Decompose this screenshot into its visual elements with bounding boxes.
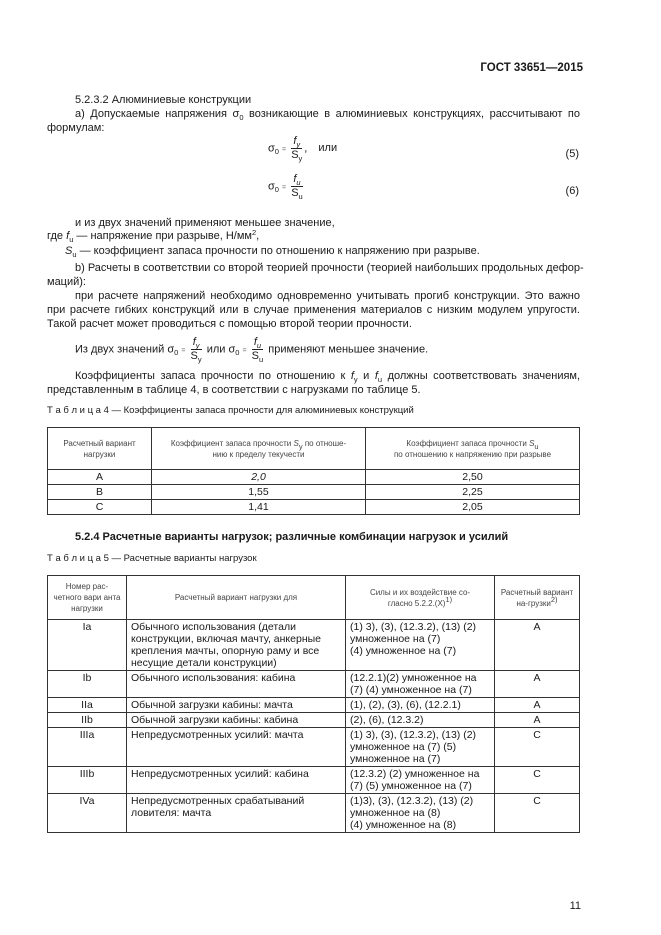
paragraph-a-line2: формулам: — [47, 122, 105, 134]
table5-cell-n: IIb — [48, 713, 127, 728]
table5-cell-d: Обычного использования (детали конструкции, включая мачту, анкерные крепления мачты, опорную раму и все несущие детали конструкции) — [127, 620, 346, 671]
table5-cell-f: (1) 3), (3), (12.3.2), (13) (2) умноженное на (7) (5) умноженное на (7) — [346, 728, 495, 767]
table-row: C 1,41 2,05 — [48, 500, 580, 515]
table-row — [48, 620, 580, 671]
text-line-su: $S_u$ — коэффициент запаса прочности по отношению к напряжению при разрыве. — [65, 245, 480, 259]
text-line: Такой расчет может проводиться с помощью второй теории прочности. — [47, 318, 412, 330]
table-row — [48, 794, 580, 833]
table5-cell-d: Непредусмотренных усилий: мачта — [127, 728, 346, 767]
table5-cell-f: (1) 3), (3), (12.3.2), (13) (2) умноженное на (7) (4) умноженное на (7) — [346, 620, 495, 671]
table5-cell-f: (1), (2), (3), (6), (12.2.1) — [346, 698, 495, 713]
table5-caption: Т а б л и ц а 5 — Расчетные варианты нагрузок — [47, 553, 257, 564]
table5-cell-f: (1)3), (3), (12.3.2), (13) (2) умноженное на (8) (4) умноженное на (8) — [346, 794, 495, 833]
equation-number-6: (6) — [565, 185, 579, 197]
table5-cell-v: A — [495, 698, 580, 713]
table-row — [48, 767, 580, 794]
table5 — [47, 575, 580, 833]
text-line: при расчете гибких конструкций или в случае применения материалов с низким модулем упругости. — [47, 304, 580, 316]
text-line: при расчете напряжений необходимо одновременно учитывать прогиб конструкции. Это важно — [75, 290, 580, 302]
table5-cell-f: (12.2.1)(2) умноженное на (7) (4) умноженное на (7) — [346, 671, 495, 698]
paragraph-a-line1: а) Допускаемые напряжения $\sigma_0$ возникающие в алюминиевых конструкциях, рассчитывают по — [75, 108, 580, 122]
table-row — [48, 728, 580, 767]
table5-cell-n: Ib — [48, 671, 127, 698]
table4-header-sy: Коэффициент запаса прочности Sy по отноше- нию к пределу текучести — [152, 428, 366, 470]
paragraph-b-line1: b) Расчеты в соответствии со второй теорией прочности (теорией наибольших продольных дефор- — [75, 262, 584, 274]
table5-cell-d: Непредусмотренных срабатываний ловителя: мачта — [127, 794, 346, 833]
table5-cell-v: C — [495, 767, 580, 794]
text-line: представленным в таблице 4, в соответствии с нагрузками по таблице 5. — [47, 384, 421, 396]
table5-cell-d: Обычной загрузки кабины: кабина — [127, 713, 346, 728]
table-row: A 2,0 2,50 — [48, 470, 580, 485]
text-line: и из двух значений применяют меньшее значение, — [75, 217, 335, 229]
text-line-where: где $f_u$ — напряжение при разрыве, $Н/мм^2$, — [47, 228, 260, 244]
paragraph-b-line2: маций): — [47, 276, 86, 288]
table5-cell-f: (12.3.2) (2) умноженное на (7) (5) умноженное на (7) — [346, 767, 495, 794]
table5-cell-v: A — [495, 620, 580, 671]
table5-cell-n: Ia — [48, 620, 127, 671]
equation-number-5: (5) — [565, 148, 579, 160]
table5-cell-f: (2), (6), (12.3.2) — [346, 713, 495, 728]
table-row — [48, 671, 580, 698]
table4-caption: Т а б л и ц а 4 — Коэффициенты запаса прочности для алюминиевых конструкций — [47, 405, 414, 416]
table5-cell-n: IIa — [48, 698, 127, 713]
formula-6: $\sigma_0$ = $\frac{f_u}{S_u}$ — [268, 173, 303, 201]
table5-cell-v: A — [495, 713, 580, 728]
text-line: Коэффициенты запаса прочности по отношению к $f_y$ и $f_u$ должны соответствовать значениям, — [75, 370, 581, 384]
table-row: B 1,55 2,25 — [48, 485, 580, 500]
table5-cell-n: IVa — [48, 794, 127, 833]
table-row — [48, 713, 580, 728]
table5-cell-d: Обычного использования: кабина — [127, 671, 346, 698]
inline-formula-line: Из двух значений $\sigma_0$ = $\frac{f_y}{S_y}$ или $\sigma_0$ = $\frac{f_u}{S_u}$ применяют меньшее значение. — [75, 336, 429, 364]
table4-header-su: Коэффициент запаса прочности Su по отношению к напряжению при разрыве — [366, 428, 580, 470]
section-title: 5.2.3.2 Алюминиевые конструкции — [75, 94, 252, 106]
table-row — [48, 698, 580, 713]
table5-cell-d: Непредусмотренных усилий: кабина — [127, 767, 346, 794]
page-number: 11 — [569, 900, 581, 912]
table5-cell-n: IIIb — [48, 767, 127, 794]
table4-header-variant: Расчетный вариант нагрузки — [48, 428, 152, 470]
table5-header-forces: Силы и их воздействие со- гласно 5.2.2.(X)1) — [346, 576, 495, 620]
table5-header-number: Номер рас-четного вари анта нагрузки — [48, 576, 127, 620]
table5-cell-n: IIIa — [48, 728, 127, 767]
section-heading: 5.2.4 Расчетные варианты нагрузок; различные комбинации нагрузок и усилий — [75, 531, 509, 543]
table5-cell-v: C — [495, 794, 580, 833]
formula-5: $\sigma_0$ = $\frac{f_y}{S_y}$ , или — [268, 135, 338, 163]
table5-header-variant: Расчетный вариант на-грузки2) — [495, 576, 580, 620]
table5-cell-v: A — [495, 671, 580, 698]
table4 — [47, 427, 580, 515]
table5-header-case: Расчетный вариант нагрузки для — [127, 576, 346, 620]
document-header: ГОСТ 33651—2015 — [480, 62, 583, 74]
table5-cell-v: C — [495, 728, 580, 767]
table5-cell-d: Обычной загрузки кабины: мачта — [127, 698, 346, 713]
